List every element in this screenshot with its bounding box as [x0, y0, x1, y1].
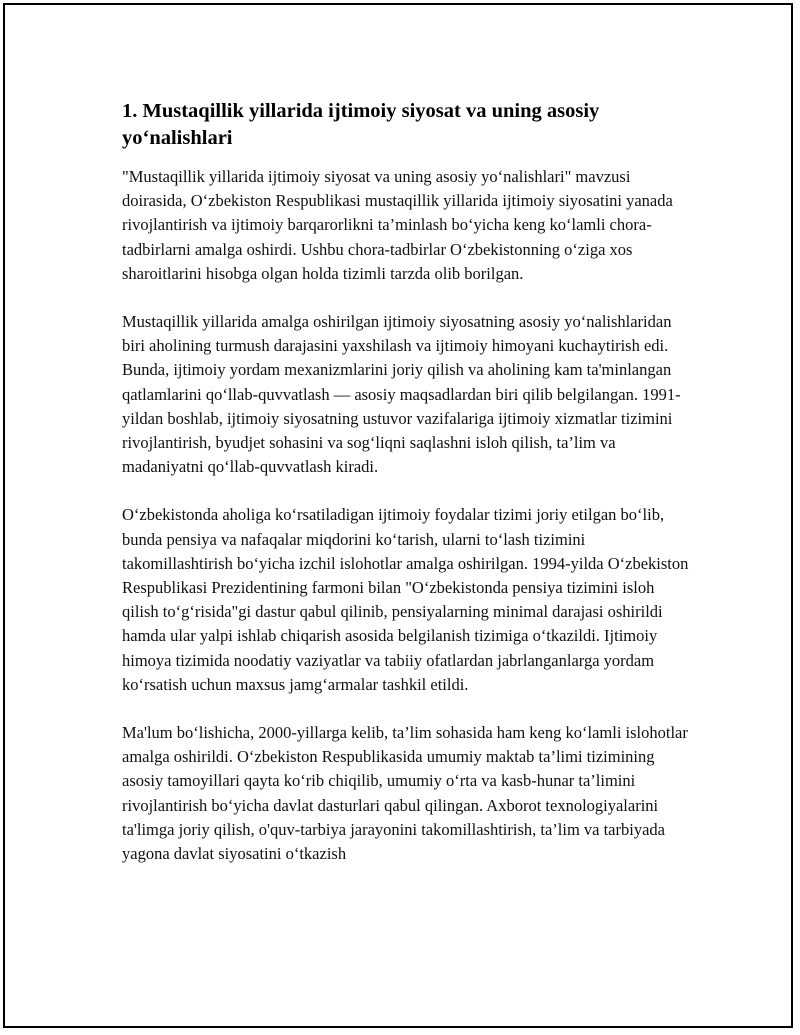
paragraph-4: Ma'lum bo‘lishicha, 2000-yillarga kelib, ta’lim sohasida ham keng ko‘lamli islohotlar amalga oshirildi. O‘zbekiston Respublikasida umumiy maktab ta’limi tizimining asosiy tamoyillari qayta ko‘rib chiqilib, umumiy o‘rta va kasb-hunar ta’limini rivojlantirish bo‘yicha davlat dasturlari qabul qilingan. Axborot texnologiyalarini ta'limga joriy qilish, o'quv-tarbiya jarayonini takomillashtirish, ta’lim va tarbiyada yagona davlat siyosatini o‘tkazish	[122, 723, 688, 864]
paragraph-1: "Mustaqillik yillarida ijtimoiy siyosat va uning asosiy yo‘nalishlari" mavzusi doirasida, O‘zbekiston Respublikasi mustaqillik yillarida ijtimoiy siyosatini yanada rivojlantirish va ijtimoiy barqarorlikni ta’minlash bo‘yicha keng ko‘lamli chora-tadbirlarni amalga oshirdi. Ushbu chora-tadbirlar O‘zbekistonning o‘ziga xos sharoitlarini hisobga olgan holda tizimli tarzda olib borilgan.	[122, 167, 673, 283]
paragraph-2: Mustaqillik yillarida amalga oshirilgan ijtimoiy siyosatning asosiy yo‘nalishlaridan biri aholining turmush darajasini yaxshilash va ijtimoiy himoyani kuchaytirish edi. Bunda, ijtimoiy yordam mexanizmlarini joriy qilish va aholining kam ta'minlangan qatlamlarini qo‘llab-quvvatlash — asosiy maqsadlardan biri qilib belgilangan. 1991-yildan boshlab, ijtimoiy siyosatning ustuvor vazifalariga ijtimoiy xizmatlar tizimini rivojlantirish, byudjet sohasini va sog‘liqni saqlashni isloh qilish, ta’lim va madaniyatni qo‘llab-quvvatlash kiradi.	[122, 312, 681, 477]
paragraph-3: O‘zbekistonda aholiga ko‘rsatiladigan ijtimoiy foydalar tizimi joriy etilgan bo‘lib, bunda pensiya va nafaqalar miqdorini ko‘tarish, ularni to‘lash tizimini takomillashtirish bo‘yicha izchil islohotlar amalga oshirilgan. 1994-yilda O‘zbekiston Respublikasi Prezidentining farmoni bilan "O‘zbekistonda pensiya tizimini isloh qilish to‘g‘risida"gi dastur qabul qilinib, pensiyalarning minimal darajasi oshirildi hamda ular yalpi ishlab chiqarish asosida belgilanish tizimiga o‘tkazildi. Ijtimoiy himoya tizimida noodatiy vaziyatlar va tabiiy ofatlardan jabrlanganlarga yordam ko‘rsatish uchun maxsus jamg‘armalar tashkil etildi.	[122, 505, 689, 694]
document-content	[122, 98, 694, 890]
document-page	[3, 3, 793, 1028]
page-title: 1. Mustaqillik yillarida ijtimoiy siyosat va uning asosiy yo‘nalishlari	[122, 100, 600, 149]
